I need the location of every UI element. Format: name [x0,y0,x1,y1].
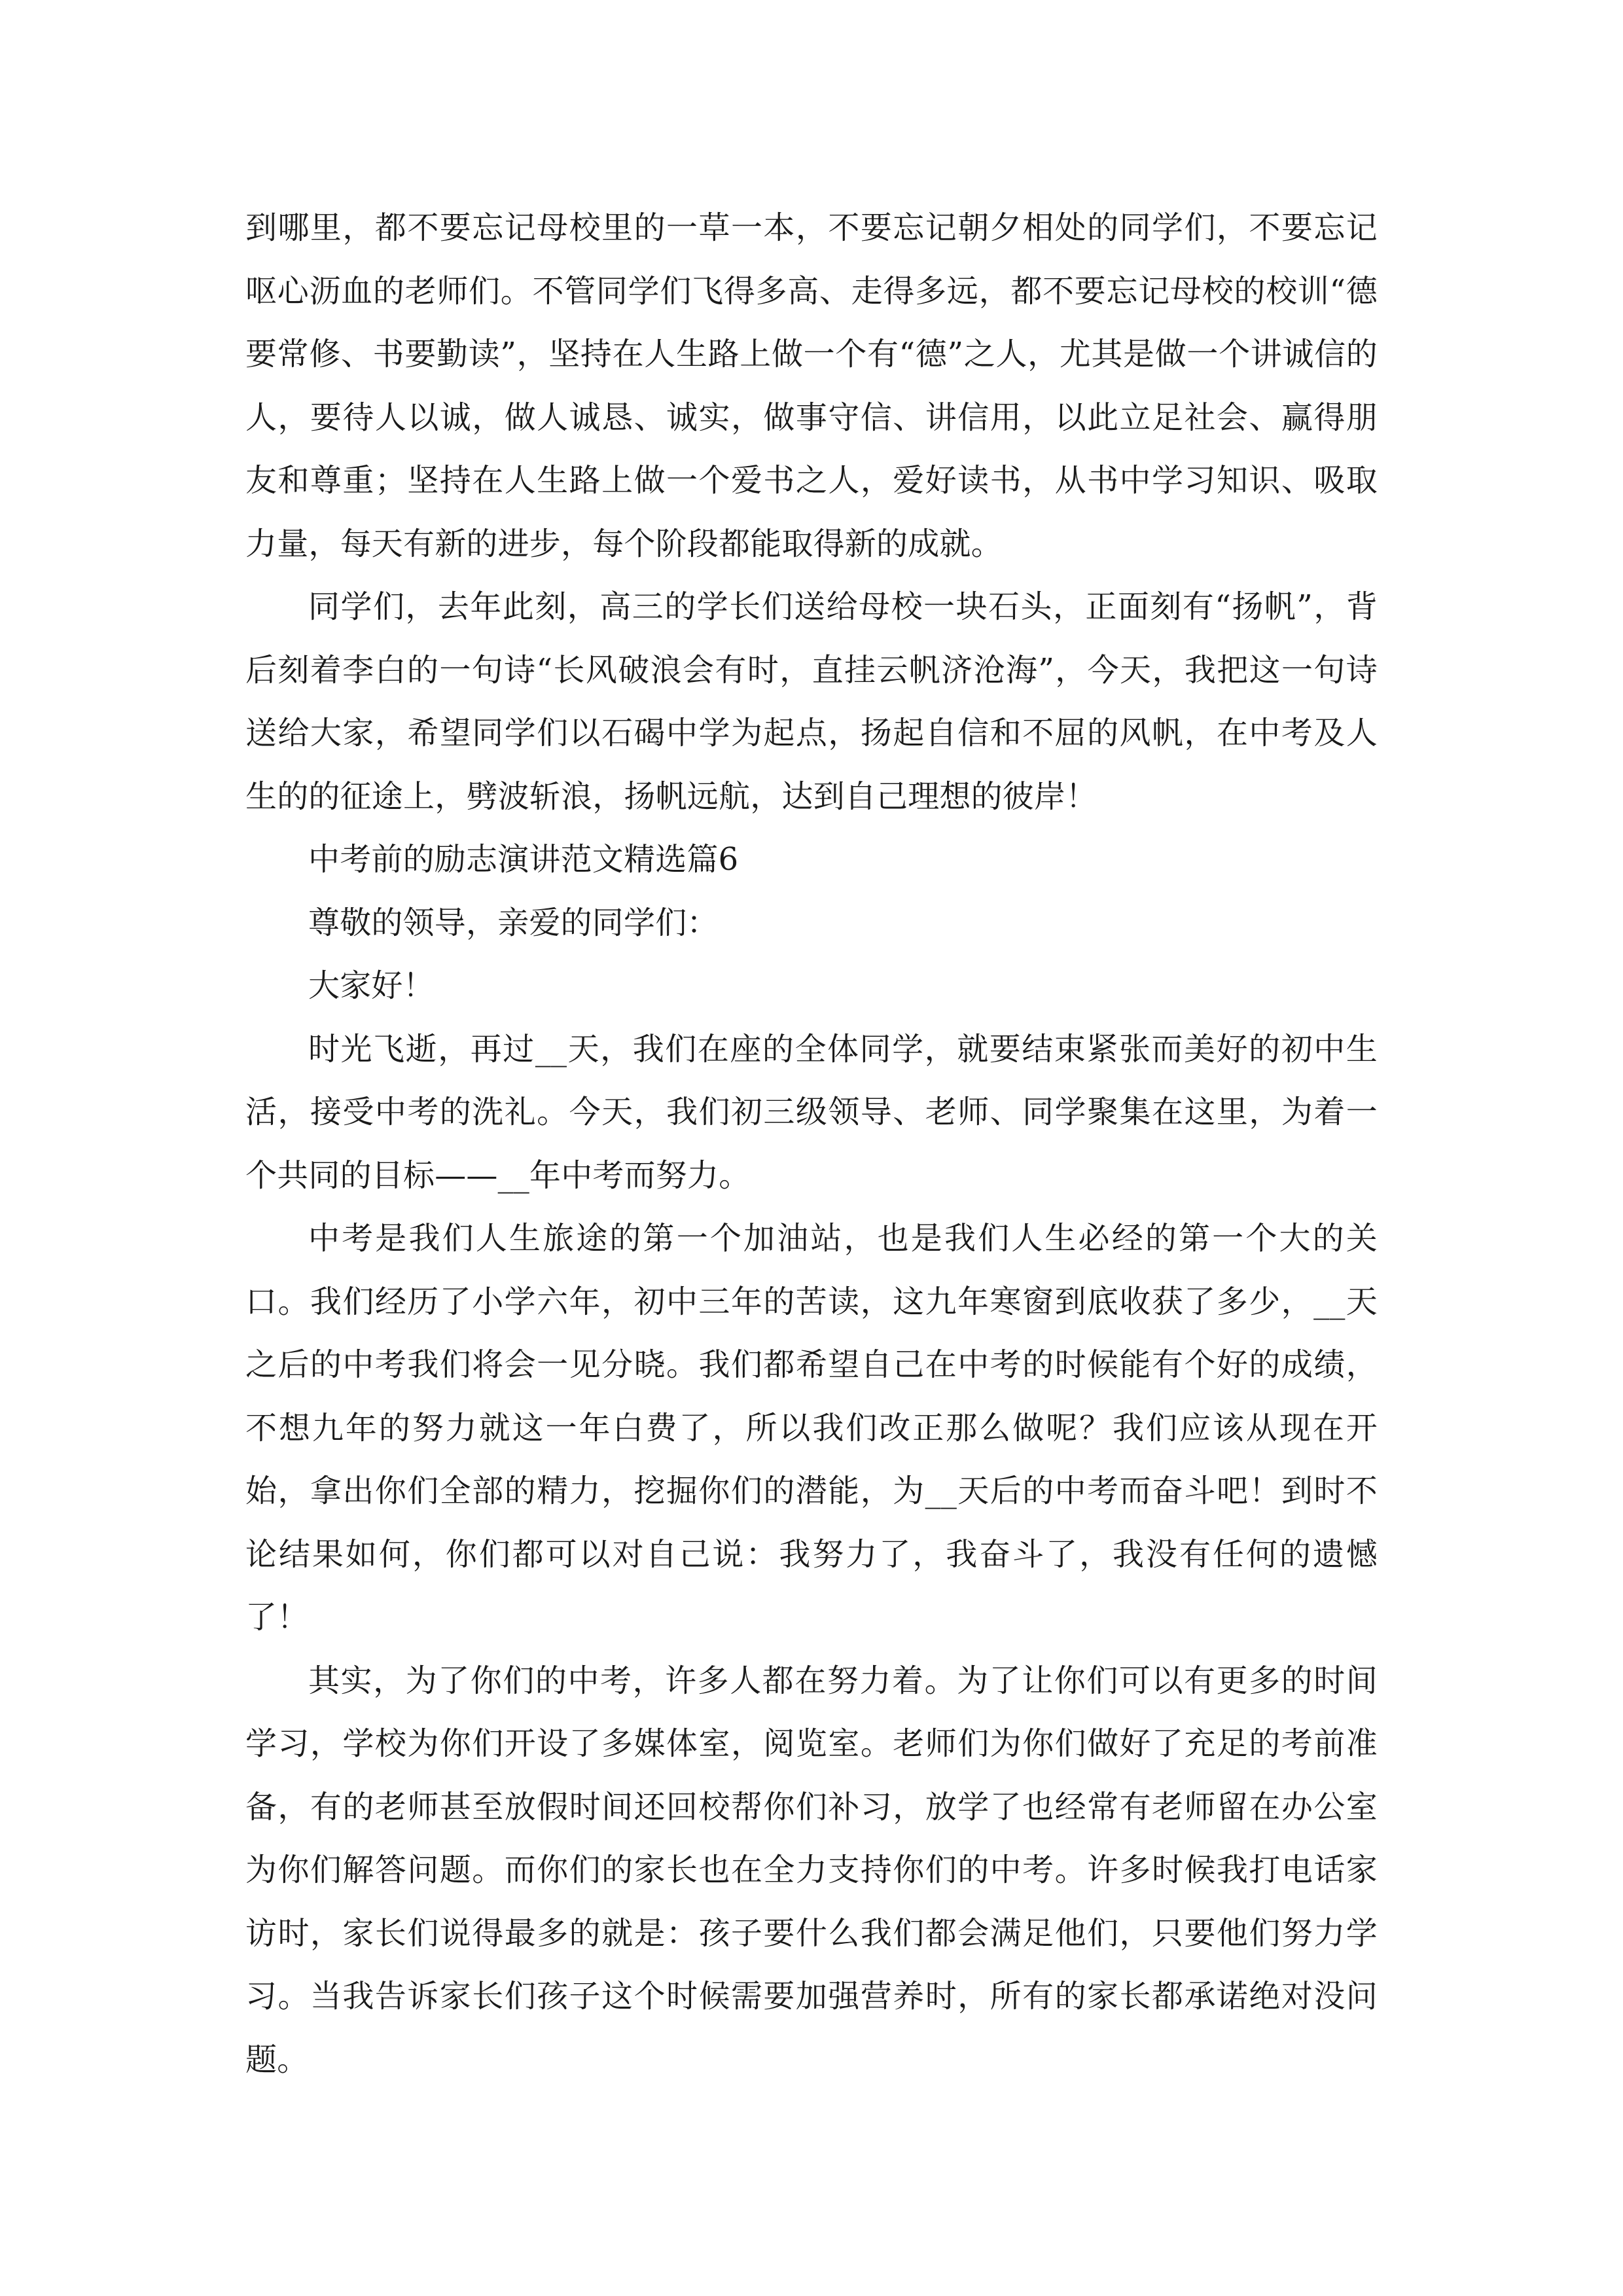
section-title: 中考前的励志演讲范文精选篇6 [308,841,739,878]
document-body [245,196,1378,2091]
paragraph-school-motto: 到哪里，都不要忘记母校里的一草一本，不要忘记朝夕相处的同学们，不要忘记呕心沥血的老师们。不管同学们飞得多高、走得多远，都不要忘记母校的校训“德要常修、书要勤读”，坚持在人生路上做一个有“德”之人，尤其是做一个讲诚信的人，要待人以诚，做人诚恳、诚实，做事守信、讲信用，以此立足社会、赢得朋友和尊重；坚持在人生路上做一个爱书之人，爱好读书，从书中学习知识、吸取力量，每天有新的进步，每个阶段都能取得新的成就。 [245,209,1378,562]
paragraph-gas-station: 中考是我们人生旅途的第一个加油站，也是我们人生必经的第一个大的关口。我们经历了小学六年，初中三年的苦读，这九年寒窗到底收获了多少，__天之后的中考我们将会一见分晓。我们都希望自己在中考的时候能有个好的成绩，不想九年的努力就这一年白费了，所以我们改正那么做呢？我们应该从现在开始，拿出你们全部的精力，挖掘你们的潜能，为__天后的中考而奋斗吧！到时不论结果如何，你们都可以对自己说：我努力了，我奋斗了，我没有任何的遗憾了！ [245,1220,1378,1636]
paragraph-greeting: 大家好！ [308,967,435,1004]
paragraph-support: 其实，为了你们的中考，许多人都在努力着。为了让你们可以有更多的时间学习，学校为你们开设了多媒体室，阅览室。老师们为你们做好了充足的考前准备，有的老师甚至放假时间还回校帮你们补习，放学了也经常有老师留在办公室为你们解答问题。而你们的家长也在全力支持你们的中考。许多时候我打电话家访时，家长们说得最多的就是：孩子要什么我们都会满足他们，只要他们努力学习。当我告诉家长们孩子这个时候需要加强营养时，所有的家长都承诺绝对没问题。 [245,1662,1378,2078]
paragraph-time-flies: 时光飞逝，再过__天，我们在座的全体同学，就要结束紧张而美好的初中生活，接受中考的洗礼。今天，我们初三级领导、老师、同学聚集在这里，为着一个共同的目标——__年中考而努力。 [245,1030,1378,1194]
paragraph-stone-gift: 同学们，去年此刻，高三的学长们送给母校一块石头，正面刻有“扬帆”，背后刻着李白的一句诗“长风破浪会有时，直挂云帆济沧海”，今天，我把这一句诗送给大家，希望同学们以石碣中学为起点，扬起自信和不屈的风帆，在中考及人生的的征途上，劈波斩浪，扬帆远航，达到自己理想的彼岸！ [245,588,1378,815]
paragraph-salutation: 尊敬的领导，亲爱的同学们： [308,904,719,941]
